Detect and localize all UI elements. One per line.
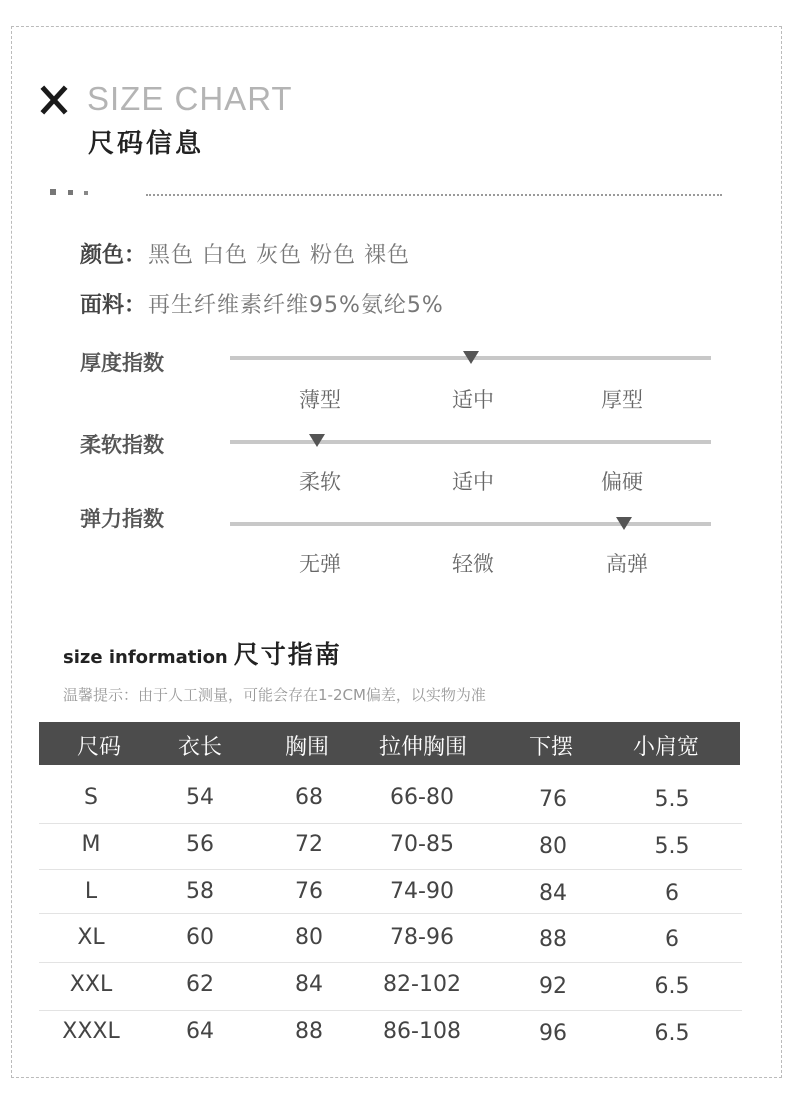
size-section-title-cn: 尺寸指南 [233, 640, 342, 669]
color-label: 颜色： [80, 243, 147, 268]
table-cell: 70-85 [390, 832, 454, 857]
table-cell: XL [77, 925, 105, 950]
thickness-index-label: 厚度指数 [80, 351, 164, 375]
table-cell: 84 [539, 881, 567, 906]
page-title-cn: 尺码信息 [88, 129, 205, 159]
header-cell-shoulder: 小肩宽 [632, 735, 699, 760]
elasticity-index-label: 弹力指数 [80, 507, 164, 531]
table-cell: 92 [539, 974, 567, 999]
table-row [39, 915, 740, 962]
softness-option-hard: 偏硬 [601, 470, 643, 494]
table-cell: 88 [539, 927, 567, 952]
table-cell: 74-90 [390, 879, 454, 904]
table-cell: 62 [186, 972, 214, 997]
elasticity-index-marker [616, 517, 632, 530]
fabric-attribute [80, 288, 444, 319]
softness-index-marker [309, 434, 325, 447]
header-cell-stretch-bust: 拉伸胸围 [378, 735, 467, 760]
fabric-label: 面料： [80, 293, 147, 318]
table-cell: 80 [295, 925, 323, 950]
thickness-option-medium: 适中 [452, 388, 494, 412]
table-cell: 78-96 [390, 925, 454, 950]
table-cell: 6 [665, 881, 679, 906]
table-cell: 54 [186, 785, 214, 810]
elasticity-option-none: 无弹 [299, 552, 341, 576]
table-row [39, 1009, 740, 1056]
header-cell-hem: 下摆 [528, 735, 573, 760]
table-cell: 82-102 [383, 972, 461, 997]
elasticity-option-slight: 轻微 [452, 552, 494, 576]
softness-option-medium: 适中 [452, 470, 494, 494]
softness-index-track [230, 440, 711, 444]
color-attribute [80, 238, 410, 269]
table-cell: 66-80 [390, 785, 454, 810]
table-cell: M [81, 832, 101, 857]
color-value: 黑色 白色 灰色 粉色 裸色 [148, 243, 410, 268]
size-section-heading [63, 635, 342, 671]
thickness-option-thick: 厚型 [601, 388, 643, 412]
header-cell-length: 衣长 [177, 735, 222, 760]
table-row [39, 869, 740, 916]
thickness-option-thin: 薄型 [299, 388, 341, 412]
size-section-title-en: size information [63, 647, 228, 668]
table-cell: 58 [186, 879, 214, 904]
table-cell: 80 [539, 834, 567, 859]
table-cell: 68 [295, 785, 323, 810]
table-cell: 96 [539, 1021, 567, 1046]
table-cell: 60 [186, 925, 214, 950]
table-cell: 86-108 [383, 1019, 461, 1044]
table-cell: 76 [539, 787, 567, 812]
row-divider [39, 913, 742, 914]
table-cell: S [84, 785, 98, 810]
thickness-index-marker [463, 351, 479, 364]
table-cell: 72 [295, 832, 323, 857]
elasticity-index-track [230, 522, 711, 526]
table-cell: 6.5 [654, 974, 690, 999]
table-cell: 5.5 [654, 834, 690, 859]
table-row [39, 962, 740, 1009]
table-row [39, 822, 740, 869]
table-cell: 64 [186, 1019, 214, 1044]
softness-option-soft: 柔软 [299, 470, 341, 494]
dotted-divider [50, 189, 722, 197]
softness-index-label: 柔软指数 [80, 433, 164, 457]
table-cell: 6 [665, 927, 679, 952]
table-cell: 5.5 [654, 787, 690, 812]
table-row [39, 775, 740, 822]
fabric-value: 再生纤维素纤维95%氨纶5% [148, 293, 444, 318]
table-cell: 76 [295, 879, 323, 904]
page-title-en: SIZE CHART [87, 80, 293, 117]
table-cell: 56 [186, 832, 214, 857]
table-cell: XXL [69, 972, 113, 997]
table-cell: L [84, 879, 98, 904]
close-icon [40, 84, 68, 116]
measurement-tip: 温馨提示：由于人工测量，可能会存在1-2CM偏差，以实物为准 [63, 686, 486, 704]
table-cell: 84 [295, 972, 323, 997]
table-cell: XXXL [62, 1019, 120, 1044]
table-cell: 6.5 [654, 1021, 690, 1046]
elasticity-option-high: 高弹 [606, 552, 648, 576]
header-cell-bust: 胸围 [284, 735, 329, 760]
header-cell-size: 尺码 [76, 735, 121, 760]
size-table-header [39, 722, 740, 765]
table-cell: 88 [295, 1019, 323, 1044]
